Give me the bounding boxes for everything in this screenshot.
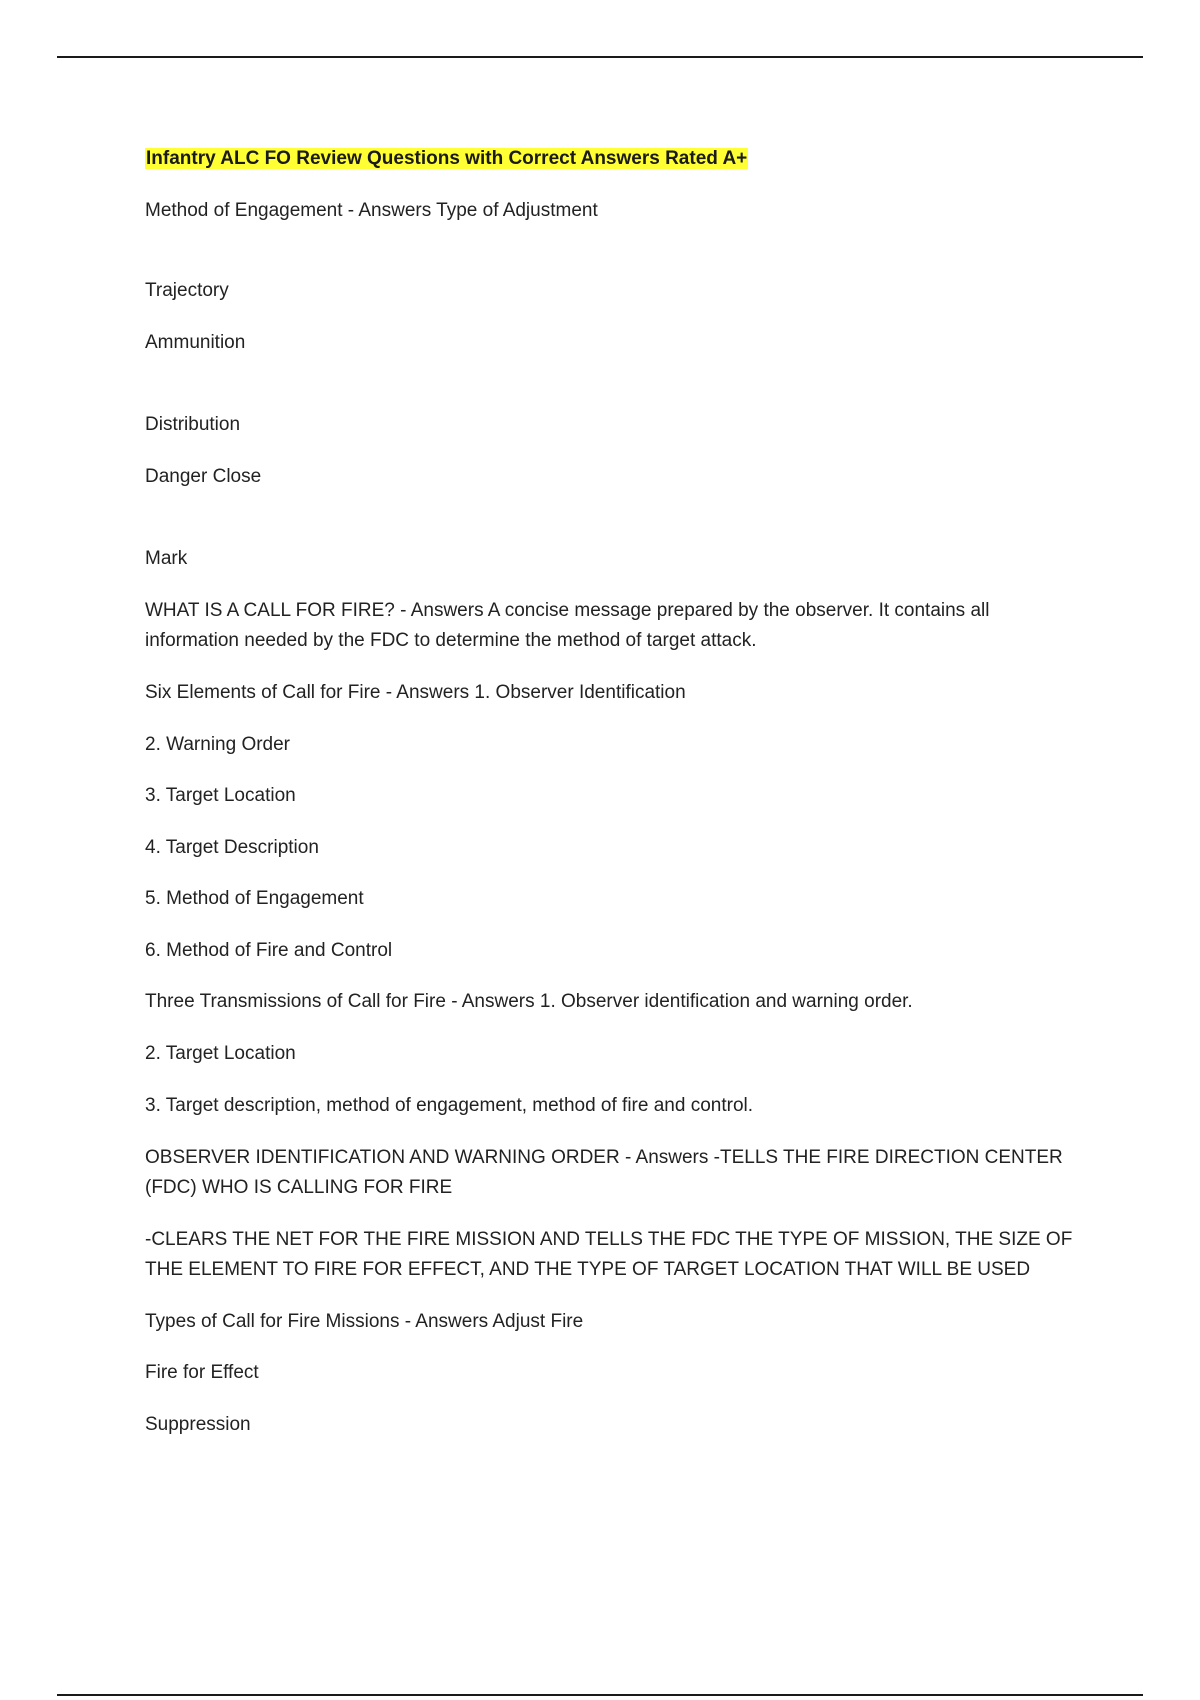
text-paragraph: WHAT IS A CALL FOR FIRE? - Answers A concise message prepared by the observer. It contains all information needed by the FDC to determine the method of target attack. — [145, 600, 990, 651]
list-item: Suppression — [145, 1414, 251, 1435]
list-item: 2. Target Location — [145, 1043, 296, 1064]
text-line: Three Transmissions of Call for Fire - Answers 1. Observer identification and warning order. — [145, 991, 913, 1012]
list-item: 4. Target Description — [145, 837, 319, 858]
top-rule — [57, 56, 1143, 58]
document-title: Infantry ALC FO Review Questions with Correct Answers Rated A+ — [146, 148, 748, 169]
text-paragraph: -CLEARS THE NET FOR THE FIRE MISSION AND TELLS THE FDC THE TYPE OF MISSION, THE SIZE OF THE ELEMENT TO FIRE FOR EFFECT, AND THE TYPE OF TARGET LOCATION THAT WILL BE USED — [145, 1229, 1073, 1280]
text-line: Six Elements of Call for Fire - Answers 1. Observer Identification — [145, 682, 686, 703]
list-item: Fire for Effect — [145, 1362, 259, 1383]
bottom-rule — [57, 1694, 1143, 1696]
text-line: Trajectory — [145, 280, 229, 301]
list-item: 5. Method of Engagement — [145, 888, 364, 909]
list-item: 6. Method of Fire and Control — [145, 940, 393, 961]
list-item: 3. Target description, method of engagement, method of fire and control. — [145, 1095, 754, 1116]
list-item: 2. Warning Order — [145, 734, 291, 755]
text-line: Ammunition — [145, 332, 246, 353]
text-line: Danger Close — [145, 466, 262, 487]
text-line: Mark — [145, 548, 188, 569]
text-line: Distribution — [145, 414, 241, 435]
list-item: 3. Target Location — [145, 785, 296, 806]
text-paragraph: OBSERVER IDENTIFICATION AND WARNING ORDER - Answers -TELLS THE FIRE DIRECTION CENTER (FDC) WHO IS CALLING FOR FIRE — [145, 1147, 1063, 1198]
text-line: Types of Call for Fire Missions - Answers Adjust Fire — [145, 1311, 584, 1332]
document-title-line — [145, 144, 1085, 174]
text-line: Method of Engagement - Answers Type of Adjustment — [145, 200, 598, 221]
